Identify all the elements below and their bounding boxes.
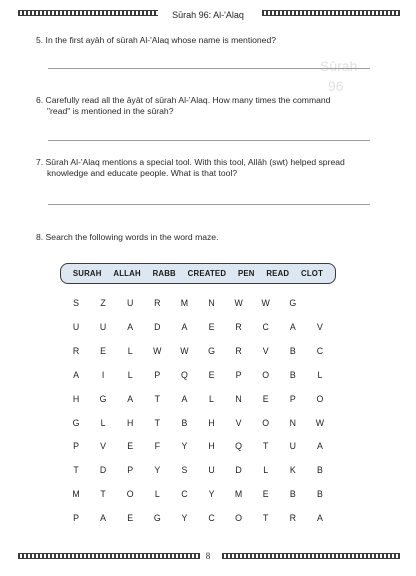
maze-letter[interactable]: Q [180,369,188,380]
maze-letter[interactable]: A [316,441,323,452]
maze-letter[interactable]: A [73,369,79,380]
maze-letter[interactable]: H [127,417,134,428]
maze-letter[interactable]: T [73,465,79,476]
maze-letter[interactable]: U [208,465,215,476]
maze-letter[interactable]: U [289,441,296,452]
maze-letter[interactable]: C [181,489,188,500]
maze-letter[interactable]: S [73,298,79,308]
maze-letter[interactable]: R [235,321,242,332]
question-5: 5. In the first ayāh of sūrah Al-'Alaq whose name is mentioned? [36,35,277,45]
maze-letter[interactable]: I [101,369,105,380]
maze-letter[interactable]: K [289,465,296,476]
maze-letter[interactable]: R [154,298,161,308]
maze-letter[interactable]: G [153,513,161,524]
maze-letter[interactable]: L [154,489,160,500]
maze-letter[interactable]: C [316,345,324,356]
maze-letter[interactable]: O [316,393,324,404]
maze-letter[interactable]: O [262,417,270,428]
maze-letter[interactable]: R [72,345,80,356]
maze-letter[interactable]: F [154,441,160,452]
maze-letter[interactable]: B [316,465,323,476]
maze-letter[interactable]: U [99,321,107,332]
answer-line-6[interactable] [48,140,370,141]
word-bank-item: CREATED [187,269,227,278]
maze-letter[interactable]: Y [208,489,215,500]
maze-letter[interactable]: C [208,513,215,524]
maze-letter[interactable]: L [209,393,214,404]
maze-letter[interactable]: N [289,417,296,428]
maze-letter[interactable]: T [154,417,160,428]
maze-letter[interactable]: Y [181,441,188,452]
maze-letter[interactable]: L [263,465,269,476]
maze-letter[interactable]: N [208,298,215,308]
maze-letter[interactable]: S [181,465,188,476]
maze-letter[interactable]: R [235,345,242,356]
maze-letter[interactable]: A [181,393,188,404]
word-bank-item: CLOT [301,269,324,278]
maze-letter[interactable]: D [154,321,161,332]
word-bank-item: RABB [152,269,176,278]
question-6-line-2: "read" is mentioned in the sūrah? [47,106,174,116]
maze-letter[interactable]: C [262,321,269,332]
maze-letter[interactable]: O [262,369,270,380]
maze-letter[interactable]: O [126,489,134,500]
maze-letter[interactable]: E [262,393,269,404]
maze-letter[interactable]: P [154,369,161,380]
maze-letter[interactable]: U [127,298,134,308]
maze-letter[interactable]: E [127,441,134,452]
maze-letter[interactable]: Y [181,513,188,524]
maze-letter[interactable]: V [262,345,269,356]
maze-letter[interactable]: W [180,345,189,356]
word-bank-item: SURAH [72,269,102,278]
maze-letter[interactable]: N [235,393,242,404]
maze-letter[interactable]: H [72,393,80,404]
maze-letter[interactable]: A [100,513,107,524]
maze-letter[interactable]: W [153,345,162,356]
maze-letter[interactable]: B [289,369,296,380]
maze-letter[interactable]: W [315,417,325,428]
maze-letter[interactable]: A [316,513,323,524]
maze-letter[interactable]: E [100,345,107,356]
question-6-line-1: 6. Carefully read all the āyāt of sūrah Al-'Alaq. How many times the command [36,95,331,105]
maze-letter[interactable]: H [208,441,215,452]
show-through-mark-2: 96 [328,78,344,94]
maze-letter[interactable]: E [127,513,134,524]
word-maze-grid [66,298,332,524]
maze-letter[interactable]: T [154,393,160,404]
maze-letter[interactable]: R [289,513,296,524]
maze-letter[interactable]: A [289,321,296,332]
maze-letter[interactable]: Z [100,298,106,308]
maze-letter[interactable]: G [208,345,215,356]
maze-letter[interactable]: U [72,321,80,332]
maze-letter[interactable]: G [289,298,297,308]
maze-letter[interactable]: B [289,345,296,356]
maze-letter[interactable]: A [127,393,134,404]
word-bank-item: ALLAH [113,269,141,278]
maze-letter[interactable]: M [234,489,243,500]
maze-letter[interactable]: M [180,298,189,308]
maze-letter[interactable]: B [316,489,323,500]
maze-letter[interactable]: W [261,298,270,308]
maze-letter[interactable]: B [289,489,296,500]
maze-letter[interactable]: W [234,298,243,308]
maze-letter[interactable]: O [235,513,243,524]
maze-letter[interactable]: L [100,417,106,428]
maze-letter[interactable]: T [263,441,269,452]
maze-letter[interactable]: D [235,465,242,476]
question-7-line-1: 7. Sūrah Al-'Alaq mentions a special tool. With this tool, Allāh (swt) helped spread [36,157,345,167]
maze-letter[interactable]: L [317,369,323,380]
maze-letter[interactable]: V [235,417,242,428]
maze-letter[interactable]: V [316,321,323,332]
maze-letter[interactable]: V [100,441,107,452]
answer-line-5[interactable] [48,68,370,69]
word-bank-item: READ [266,269,290,278]
show-through-mark: Sūrah [320,58,358,74]
maze-letter[interactable]: P [235,369,242,380]
maze-letter[interactable]: E [262,489,269,500]
maze-letter[interactable]: E [208,321,215,332]
maze-letter[interactable]: D [99,465,107,476]
maze-letter[interactable]: E [208,369,215,380]
maze-letter[interactable]: P [73,441,79,452]
maze-letter[interactable]: M [72,489,80,500]
maze-letter[interactable]: A [127,321,134,332]
maze-letter[interactable]: A [181,321,188,332]
maze-letter[interactable]: T [263,513,269,524]
maze-letter[interactable]: L [127,369,133,380]
question-7-line-2: knowledge and educate people. What is that tool? [47,168,238,178]
page-header-title: Sūrah 96: Al-'Alaq [172,10,244,20]
word-bank [60,263,336,284]
maze-letter[interactable]: P [73,513,79,524]
maze-letter[interactable]: G [72,417,80,428]
maze-letter[interactable]: Q [235,441,243,452]
maze-letter[interactable]: H [208,417,215,428]
maze-letter[interactable]: T [100,489,106,500]
word-bank-item: PEN [237,269,255,278]
maze-letter[interactable]: B [181,417,188,428]
question-8: 8. Search the following words in the word maze. [36,232,219,242]
answer-line-7[interactable] [48,204,370,205]
maze-letter[interactable]: G [99,393,107,404]
page-number: 8 [205,551,211,561]
maze-letter[interactable]: Y [154,465,161,476]
maze-letter[interactable]: P [289,393,296,404]
maze-letter[interactable]: L [127,345,133,356]
maze-letter[interactable]: P [127,465,134,476]
